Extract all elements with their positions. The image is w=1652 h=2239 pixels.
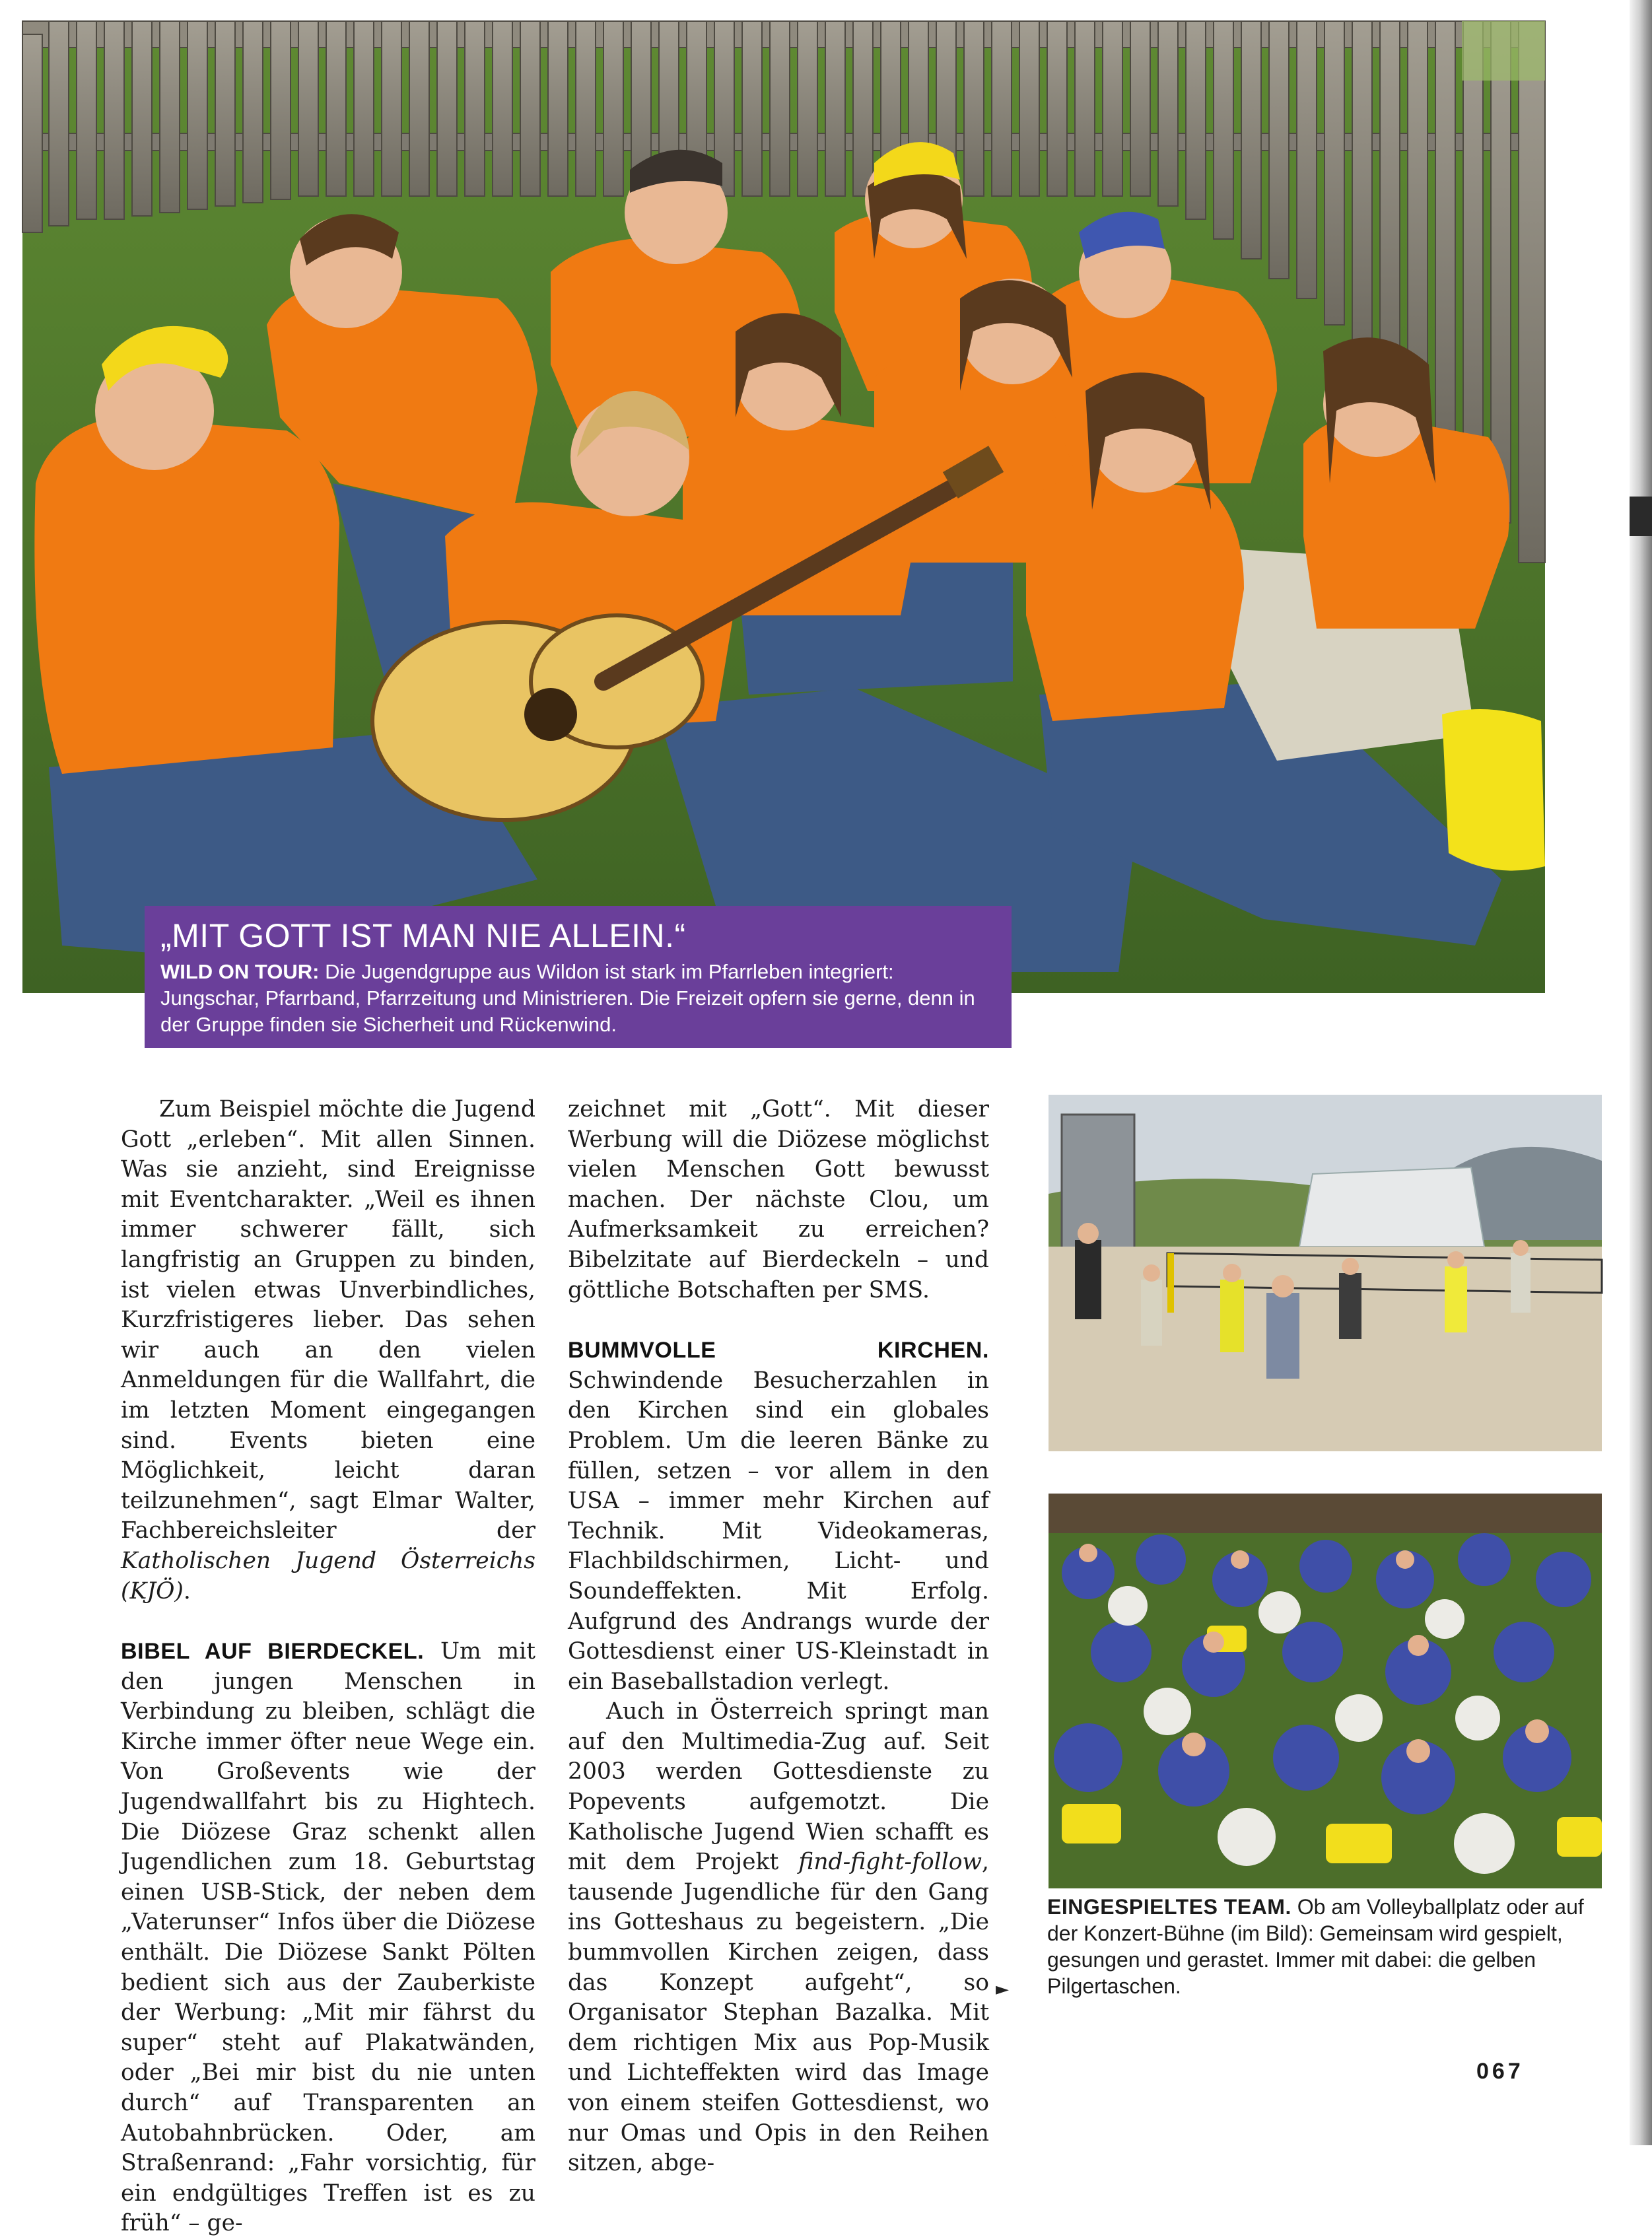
volleyball-illustration <box>1049 1095 1602 1451</box>
paragraph-text: Zum Beispiel möchte die Jugend Gott „erleben“. Mit allen Sinnen. Was sie anzieht, sind Ereignisse mit Eventcharakter. „Weil es ihnen immer schwerer fällt, sich langfristig an Gruppen zu binden, ist vielen etwas Unverbindliches, Kurzfristigeres lieber. Das sehen wir auch an den vielen Anmeldungen für die Wallfahrt, die im letzten Moment eingegangen sind. Events bieten eine Möglichkeit, leicht daran teilzunehmen“, sagt Elmar Walter, Fachbereichsleiter der <box>121 1096 535 1544</box>
scan-edge <box>1630 0 1652 2145</box>
article-paragraph <box>121 1095 535 1606</box>
group-photo-illustration <box>22 21 1545 993</box>
hero-caption-title: „MIT GOTT IST MAN NIE ALLEIN.“ <box>160 917 686 954</box>
article-paragraph <box>568 1697 989 2179</box>
page-number: 067 <box>1476 2059 1524 2084</box>
side-caption-text: Ob am Volleyballplatz oder auf der Konzert-Bühne (im Bild): Gemeinsam wird gespielt, gesungen und gerastet. Immer mit dabei: die gelben Pilgertaschen. <box>1047 1895 1584 1998</box>
paragraph-text: Um mit den jungen Menschen in Verbindung zu bleiben, schlägt die Kirche immer öfter neue Wege ein. Von Großevents wie der Jugendwallfahrt bis zu Hightech. Die Diözese Graz schenkt allen Jugendlichen zum 18. Geburtstag einen USB-Stick, der neben dem „Vaterunser“ Infos über die Diözese enthält. Die Diözese Sankt Pölten bedient sich aus der Zauberkiste der Werbung: „Mit mir fährst du super“ steht auf Plakatwänden, oder „Bei mir bist du nie unten durch“ auf Transparenten an Autobahnbrücken. Oder, am Straßenrand: „Fahr vorsichtig, für ein endgültiges Treffen ist es zu früh“ – ge- <box>121 1638 535 2237</box>
crowd-photo <box>1049 1494 1602 1888</box>
paragraph-text: , tausende Jugendliche für den Gang ins Gotteshaus zu begeistern. „Die bummvollen Kirchen zeigen, dass das Konzept aufgeht“, so Organisator Stephan Bazalka. Mit dem richtigen Mix aus Pop-Musik und Lichteffekten wird das Image von einem steifen Gottesdienst, wo nur Omas und Opis in den Reihen sitzen, abge- <box>568 1849 990 2177</box>
hero-photo <box>22 21 1545 1036</box>
side-caption <box>1047 1894 1606 1999</box>
section-heading: BUMMVOLLE KIRCHEN. <box>568 1338 989 1363</box>
article-column-2 <box>568 1095 989 2179</box>
section-heading: BIBEL AUF BIERDECKEL. <box>121 1639 425 1665</box>
paragraph-text: Schwindende Besucherzahlen in den Kirchen sind ein globales Problem. Um die leeren Bänke zu füllen, setzen – vor allem in den USA – immer mehr Kirchen auf Technik. Mit Videokameras, Flachbildschirmen, Licht- und Soundeffekten. Mit Erfolg. Aufgrund des Andrangs wurde der Gottesdienst einer US-Kleinstadt in ein Baseballstadion verlegt. <box>568 1367 989 1695</box>
hero-caption-text: Die Jugendgruppe aus Wildon ist stark im Pfarrleben integriert: Jungschar, Pfarrband, Pfarrzeitung und Ministrieren. Die Freizeit opfern sie gerne, denn in der Gruppe finden sie Sicherheit und Rückenwind. <box>160 960 975 1036</box>
paragraph-text: Auch in Österreich springt man auf den Multimedia-Zug auf. Seit 2003 werden Gottesdienste zu Popevents aufgemotzt. Die Katholische Jugend Wien schafft es mit dem Projekt <box>568 1698 989 1876</box>
hero-caption-body <box>160 959 996 1038</box>
project-name: find-fight-follow <box>798 1849 982 1876</box>
hero-caption-lead: WILD ON TOUR: <box>160 960 320 983</box>
paragraph-text: zeichnet mit „Gott“. Mit dieser Werbung will die Diözese möglichst vielen Menschen Gott bewusst machen. Der nächste Clou, um Aufmerksamkeit zu erreichen? Bibelzitate auf Bierdeckeln – und göttliche Botschaften per SMS. <box>568 1096 989 1303</box>
volleyball-photo <box>1049 1095 1602 1451</box>
paragraph-gap <box>568 1305 989 1336</box>
article-column-1 <box>121 1095 535 2239</box>
crowd-illustration <box>1049 1494 1602 1888</box>
scan-mark <box>1630 497 1652 536</box>
organisation-name: Katholischen Jugend Österreichs (KJÖ) <box>121 1547 535 1604</box>
hero-caption-box <box>145 906 1012 1048</box>
side-caption-lead: EINGESPIELTES TEAM. <box>1047 1895 1291 1919</box>
continue-arrow-icon: ► <box>996 1980 1009 1999</box>
paragraph-end: . <box>183 1577 191 1604</box>
paragraph-gap <box>121 1606 535 1637</box>
article-paragraph <box>568 1095 989 1305</box>
